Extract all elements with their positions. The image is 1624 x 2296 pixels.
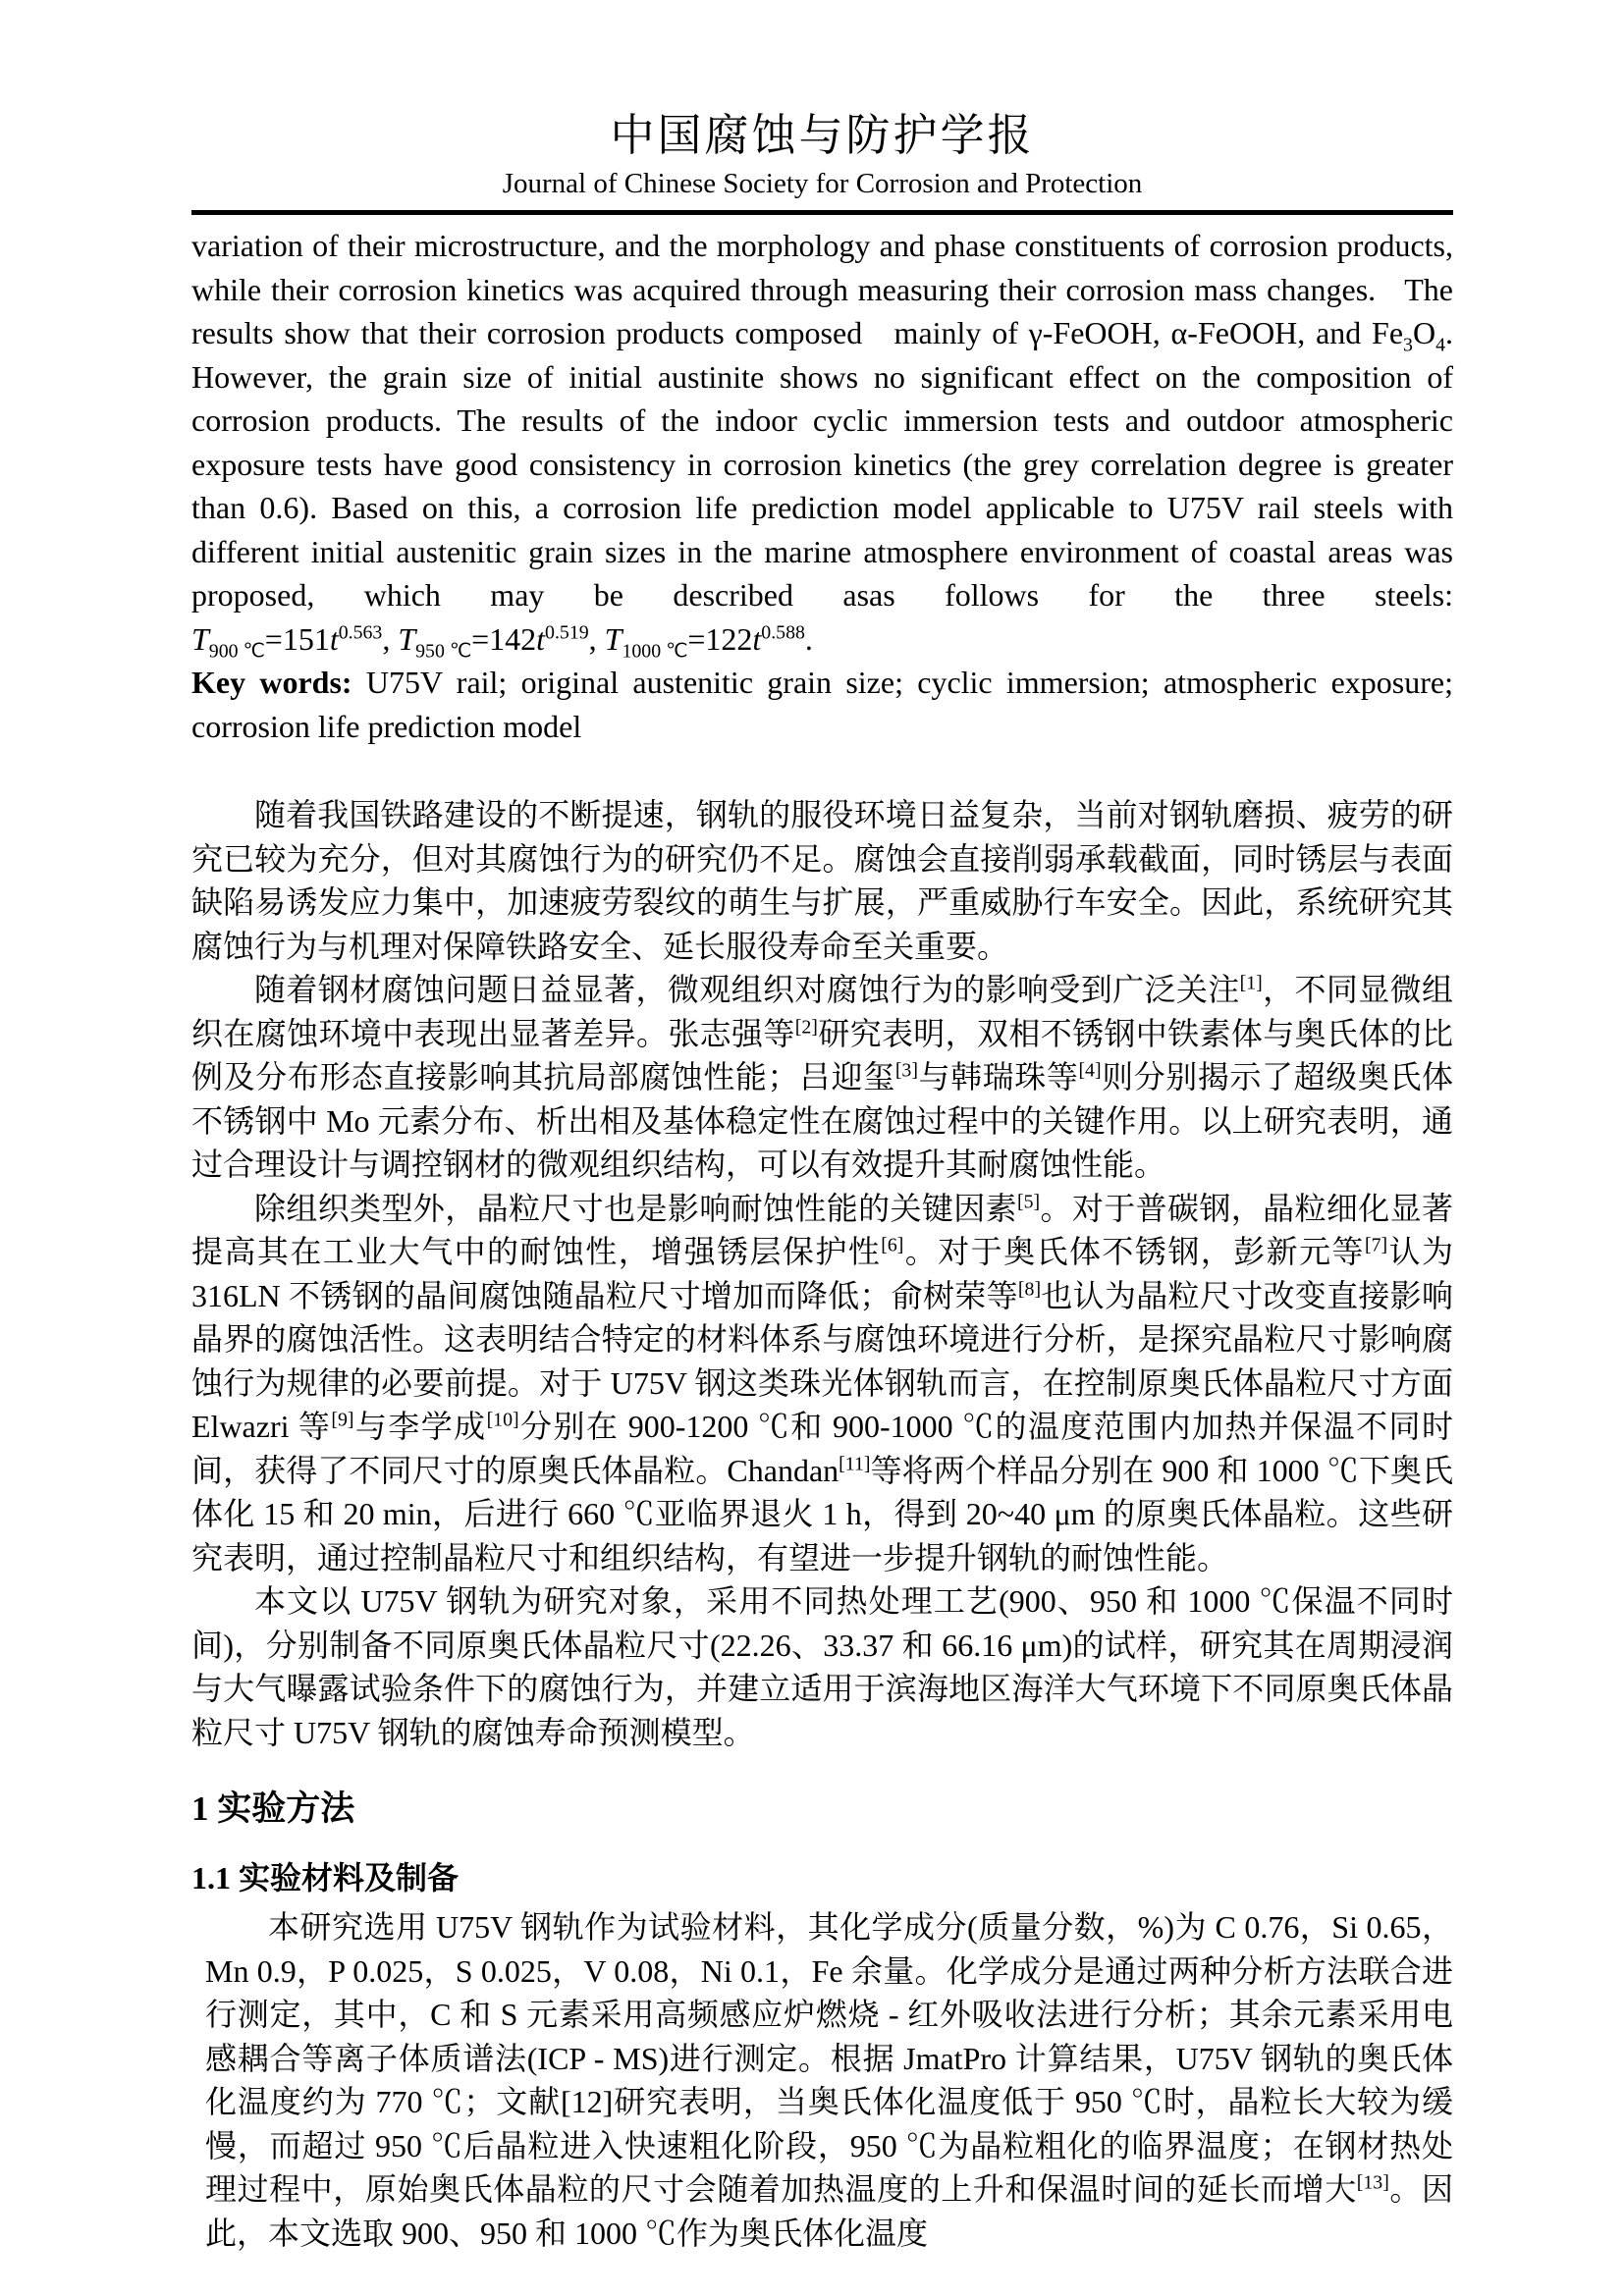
- keywords-label: Key words:: [191, 665, 366, 700]
- intro-paragraph-1: 随着我国铁路建设的不断提速，钢轨的服役环境日益复杂，当前对钢轨磨损、疲劳的研究已较为充分，但对其腐蚀行为的研究仍不足。腐蚀会直接削弱承载截面，同时锈层与表面缺陷易诱发应力集中，加速疲劳裂纹的萌生与扩展，严重威胁行车安全。因此，系统研究其腐蚀行为与机理对保障铁路安全、延长服役寿命至关重要。: [191, 797, 1453, 964]
- keywords-line: [191, 661, 1453, 748]
- intro-paragraph-2: 随着钢材腐蚀问题日益显著，微观组织对腐蚀行为的影响受到广泛关注[1]，不同显微组织在腐蚀环境中表现出显著差异。张志强等[2]研究表明，双相不锈钢中铁素体与奥氏体的比例及分布形态直接影响其抗局部腐蚀性能；吕迎玺[3]与韩瑞珠等[4]则分别揭示了超级奥氏体不锈钢中 Mo 元素分布、析出相及基体稳定性在腐蚀过程中的关键作用。以上研究表明，通过合理设计与调控钢材的微观组织结构，可以有效提升其耐腐蚀性能。: [191, 972, 1453, 1182]
- section-1-1-paragraph: 本研究选用 U75V 钢轨作为试验材料，其化学成分(质量分数，%)为 C 0.76，Si 0.65，Mn 0.9，P 0.025，S 0.025，V 0.08，Ni 0.1，Fe 余量。化学成分是通过两种分析方法联合进行测定，其中，C 和 S 元素采用高频感应炉燃烧 - 红外吸收法进行分析；其余元素采用电感耦合等离子体质谱法(ICP - MS)进行测定。根据 JmatPro 计算结果，U75V 钢轨的奥氏体化温度约为 770 ℃；文献[12]研究表明，当奥氏体化温度低于 950 ℃时，晶粒长大较为缓慢，而超过 950 ℃后晶粒进入快速粗化阶段，950 ℃为晶粒粗化的临界温度；在钢材热处理过程中，原始奥氏体晶粒的尺寸会随着加热温度的上升和保温时间的延长而增大[13]。因此，本文选取 900、950 和 1000 ℃作为奥氏体化温度: [205, 1909, 1453, 2251]
- intro-paragraph-3: 除组织类型外，晶粒尺寸也是影响耐蚀性能的关键因素[5]。对于普碳钢，晶粒细化显著提高其在工业大气中的耐蚀性，增强锈层保护性[6]。对于奥氏体不锈钢，彭新元等[7]认为 316LN 不锈钢的晶间腐蚀随晶粒尺寸增加而降低；俞树荣等[8]也认为晶粒尺寸改变直接影响晶界的腐蚀活性。这表明结合特定的材料体系与腐蚀环境进行分析，是探究晶粒尺寸影响腐蚀行为规律的必要前提。对于 U75V 钢这类珠光体钢轨而言，在控制原奥氏体晶粒尺寸方面 Elwazri 等[9]与李学成[10]分别在 900-1200 ℃和 900-1000 ℃的温度范围内加热并保温不同时间，获得了不同尺寸的原奥氏体晶粒。Chandan[11]等将两个样品分别在 900 和 1000 ℃下奥氏体化 15 和 20 min，后进行 660 ℃亚临界退火 1 h，得到 20~40 μm 的原奥氏体晶粒。这些研究表明，通过控制晶粒尺寸和组织结构，有望进一步提升钢轨的耐蚀性能。: [191, 1190, 1453, 1575]
- section-1-heading: 1 实验方法: [191, 1789, 355, 1828]
- page-body: [191, 224, 1453, 2255]
- section-1-1-heading: 1.1 实验材料及制备: [191, 1860, 460, 1896]
- journal-title-en: Journal of Chinese Society for Corrosion and Protection: [502, 168, 1143, 199]
- journal-title-zh: 中国腐蚀与防护学报: [610, 111, 1035, 160]
- journal-header: [191, 110, 1453, 200]
- header-rule: [191, 210, 1453, 215]
- keywords-text: U75V rail; original austenitic grain size; cyclic immersion; atmospheric exposure; corrosion life prediction model: [191, 665, 1454, 744]
- intro-paragraph-4: 本文以 U75V 钢轨为研究对象，采用不同热处理工艺(900、950 和 1000 ℃保温不同时间)，分别制备不同原奥氏体晶粒尺寸(22.26、33.37 和 66.16 μm)的试样，研究其在周期浸润与大气曝露试验条件下的腐蚀行为，并建立适用于滨海地区海洋大气环境下不同原奥氏体晶粒尺寸 U75V 钢轨的腐蚀寿命预测模型。: [191, 1583, 1453, 1750]
- abstract-formula: $T_{900 ℃}=151t^{0.563}$, $T_{950 ℃}=142t^{0.519}$, $T_{1000 ℃}=122t^{0.588}$.: [191, 620, 813, 662]
- abstract-continuation: variation of their microstructure, and the morphology and phase constituents of corrosion products, while their corrosion kinetics was acquired through measuring their corrosion mass changes. The results show that their corrosion products composed mainly of γ-FeOOH, α-FeOOH, and $Fe_3O_4$. However, the grain size of initial austinite shows no significant effect on the composition of corrosion products. The results of the indoor cyclic immersion tests and outdoor atmospheric exposure tests have good consistency in corrosion kinetics (the grey correlation degree is greater than 0.6). Based on this, a corrosion life prediction model applicable to U75V rail steels with different initial austenitic grain sizes in the marine atmosphere environment of coastal areas was proposed, which may be described asas follows for the three steels:: [191, 228, 1453, 613]
